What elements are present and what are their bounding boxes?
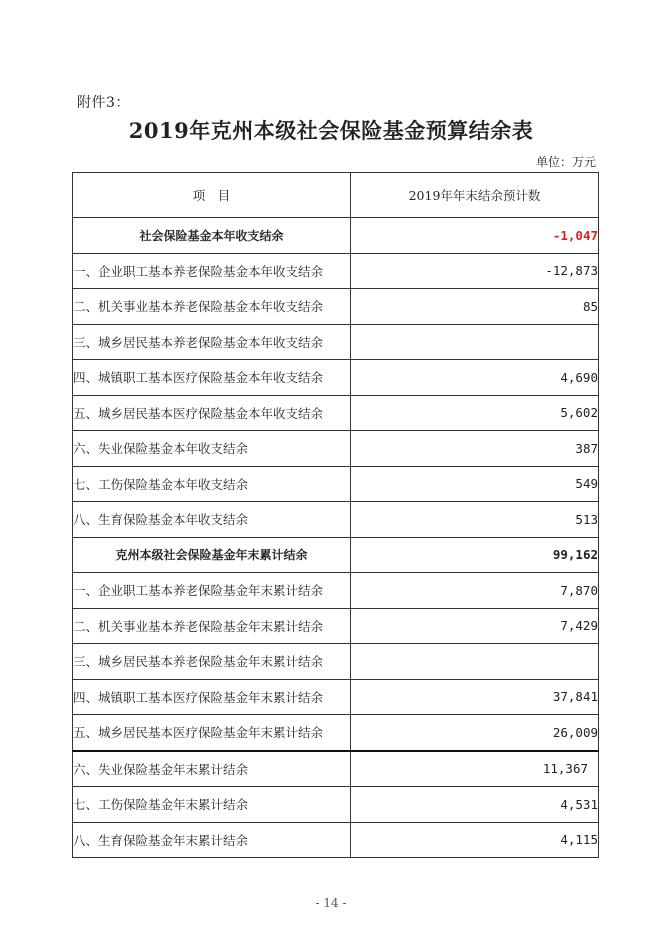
row-label: 二、机关事业基本养老保险基金年末累计结余 [73, 608, 351, 644]
row-value: 387 [351, 431, 599, 467]
row-value: 99,162 [351, 537, 599, 573]
row-value: 11,367 [351, 751, 599, 787]
table-row-annual-total [73, 218, 599, 254]
row-value: 513 [351, 502, 599, 538]
row-label: 五、城乡居民基本医疗保险基金年末累计结余 [73, 715, 351, 751]
table-row [73, 715, 599, 751]
row-label: 七、工伤保险基金本年收支结余 [73, 466, 351, 502]
budget-table [72, 172, 599, 858]
unit-label: 单位：万元 [535, 155, 596, 169]
row-value: -12,873 [351, 253, 599, 289]
row-label: 八、生育保险基金年末累计结余 [73, 822, 351, 858]
column-header-item: 项 目 [73, 173, 351, 218]
row-label: 八、生育保险基金本年收支结余 [73, 502, 351, 538]
row-value [351, 644, 599, 680]
row-value: 4,690 [351, 360, 599, 396]
attachment-label: 附件3： [77, 95, 130, 111]
row-value: 37,841 [351, 679, 599, 715]
table-row [73, 431, 599, 467]
table-row [73, 679, 599, 715]
document-title: 2019年克州本级社会保险基金预算结余表 [128, 118, 534, 143]
table-row [73, 324, 599, 360]
row-value: 549 [351, 466, 599, 502]
row-label: 六、失业保险基金年末累计结余 [73, 751, 351, 787]
row-value: 4,115 [351, 822, 599, 858]
page-number: - 14 - [315, 896, 347, 910]
table-row [73, 360, 599, 396]
row-value: 5,602 [351, 395, 599, 431]
table-row [73, 608, 599, 644]
row-value [351, 324, 599, 360]
row-label: 一、企业职工基本养老保险基金本年收支结余 [73, 253, 351, 289]
table-row [73, 751, 599, 787]
table-row [73, 395, 599, 431]
row-label: 四、城镇职工基本医疗保险基金本年收支结余 [73, 360, 351, 396]
row-value: 85 [351, 289, 599, 325]
table-row-cumulative-total [73, 537, 599, 573]
row-value: -1,047 [351, 218, 599, 254]
column-header-year-end-balance: 2019年年末结余预计数 [351, 173, 599, 218]
row-label: 克州本级社会保险基金年末累计结余 [73, 537, 351, 573]
row-label: 一、企业职工基本养老保险基金年末累计结余 [73, 573, 351, 609]
table-header-row [73, 173, 599, 218]
row-label: 三、城乡居民基本养老保险基金本年收支结余 [73, 324, 351, 360]
row-label: 社会保险基金本年收支结余 [73, 218, 351, 254]
table-row [73, 289, 599, 325]
table-row [73, 644, 599, 680]
table-row [73, 787, 599, 823]
row-label: 三、城乡居民基本养老保险基金年末累计结余 [73, 644, 351, 680]
row-label: 二、机关事业基本养老保险基金本年收支结余 [73, 289, 351, 325]
table-row [73, 573, 599, 609]
row-label: 五、城乡居民基本医疗保险基金本年收支结余 [73, 395, 351, 431]
row-label: 七、工伤保险基金年末累计结余 [73, 787, 351, 823]
table-row [73, 466, 599, 502]
table-row [73, 502, 599, 538]
row-value: 7,429 [351, 608, 599, 644]
table-row [73, 253, 599, 289]
row-label: 六、失业保险基金本年收支结余 [73, 431, 351, 467]
row-value: 4,531 [351, 787, 599, 823]
row-value: 7,870 [351, 573, 599, 609]
row-value: 26,009 [351, 715, 599, 751]
row-label: 四、城镇职工基本医疗保险基金年末累计结余 [73, 679, 351, 715]
table-row [73, 822, 599, 858]
